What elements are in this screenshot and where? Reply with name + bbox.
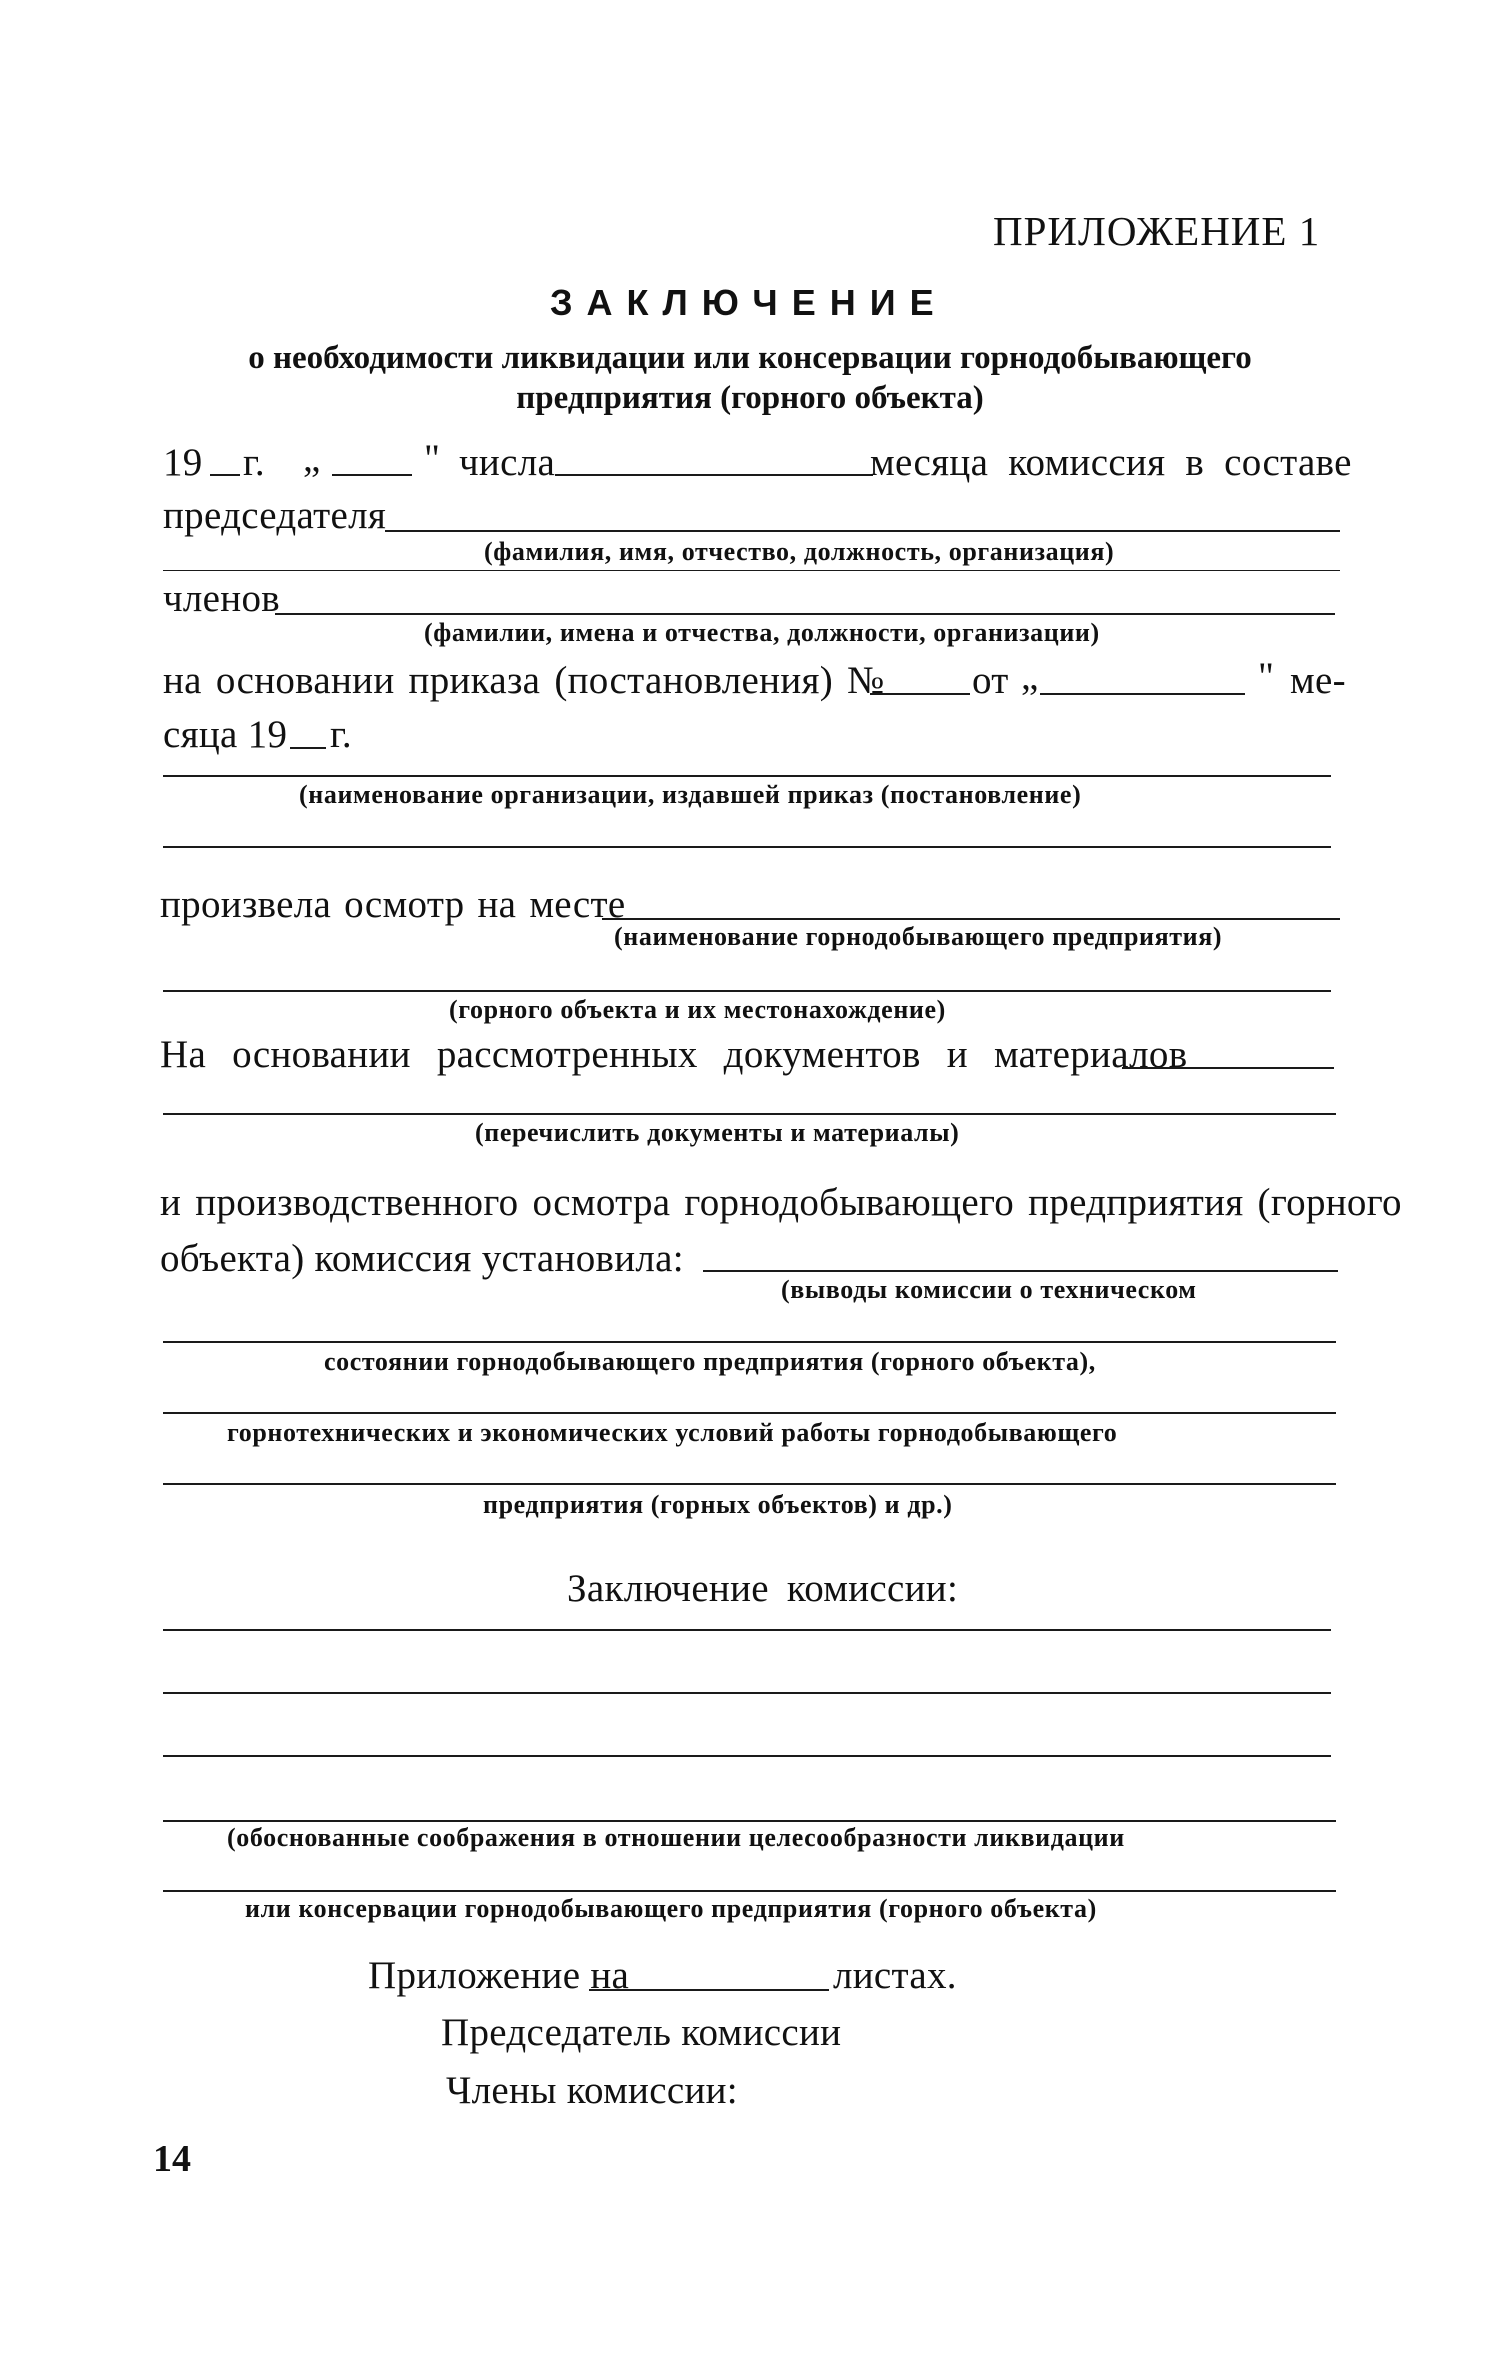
sheets-label: листах. xyxy=(833,1954,957,1997)
attachment-sheets-field[interactable] xyxy=(589,1989,829,1991)
conclusions-hint-3: горнотехнических и экономических условий работы горнодобывающего xyxy=(227,1418,1118,1447)
order-quote-close: " xyxy=(1258,655,1275,698)
conclusions-field-1[interactable] xyxy=(703,1270,1338,1272)
order-month-hyphen: ме- xyxy=(1290,659,1346,702)
conclusions-field-2[interactable] xyxy=(163,1341,1336,1343)
year-blank[interactable] xyxy=(210,474,240,476)
conclusions-field-3[interactable] xyxy=(163,1412,1336,1414)
enterprise-field[interactable] xyxy=(602,918,1340,920)
order-basis-label: на основании приказа (постановления) № xyxy=(163,659,885,702)
year-suffix-g: г. xyxy=(243,441,265,484)
conclusions-hint-1: (выводы комиссии о техническом xyxy=(781,1275,1197,1304)
members-label: членов xyxy=(163,577,280,620)
members-hint: (фамилии, имена и отчества, должности, организации) xyxy=(424,618,1100,647)
reasoning-hint-1: (обоснованные соображения в отношении целесообразности ликвидации xyxy=(227,1823,1125,1852)
page-number: 14 xyxy=(153,2138,191,2180)
object-location-hint: (горного объекта и их местонахождение) xyxy=(449,995,946,1024)
members-field[interactable] xyxy=(275,613,1335,615)
documents-field[interactable] xyxy=(1122,1067,1334,1069)
documents-hint: (перечислить документы и материалы) xyxy=(475,1118,960,1147)
order-date-field[interactable] xyxy=(1040,693,1245,695)
document-title: ЗАКЛЮЧЕНИЕ xyxy=(550,282,948,323)
conclusion-line-2[interactable] xyxy=(163,1692,1331,1694)
date-blank[interactable] xyxy=(555,474,873,476)
conclusions-hint-2: состоянии горнодобывающего предприятия (горного объекта), xyxy=(324,1347,1096,1376)
month-commission-label: месяца комиссия в составе xyxy=(870,441,1352,484)
production-inspection-text: и производственного осмотра горнодобывающего предприятия (горного xyxy=(160,1181,1402,1224)
year-prefix: 19 xyxy=(163,441,203,484)
issuing-org-hint: (наименование организации, издавшей приказ (постановление) xyxy=(299,780,1082,809)
issuing-org-field-2[interactable] xyxy=(163,846,1331,848)
conclusion-line-3[interactable] xyxy=(163,1755,1331,1757)
enterprise-hint: (наименование горнодобывающего предприятия) xyxy=(614,922,1223,951)
documents-basis-label: На основании рассмотренных документов и материалов xyxy=(160,1033,1188,1076)
order-year-field[interactable] xyxy=(290,747,326,749)
quote-open: „ xyxy=(303,437,321,480)
object-location-field[interactable] xyxy=(163,990,1331,992)
chairman-label: председателя xyxy=(163,494,387,537)
appendix-label: ПРИЛОЖЕНИЕ 1 xyxy=(993,208,1321,254)
subtitle-line-1: о необходимости ликвидации или консервации горнодобывающего xyxy=(248,340,1252,376)
reasoning-hint-2: или консервации горнодобывающего предприятия (горного объекта) xyxy=(245,1894,1097,1923)
commission-established-label: объекта) комиссия установила: xyxy=(160,1237,684,1280)
conclusion-line-5[interactable] xyxy=(163,1890,1336,1892)
attachment-label: Приложение на xyxy=(368,1954,630,1997)
day-blank[interactable] xyxy=(332,474,412,476)
conclusions-field-4[interactable] xyxy=(163,1483,1336,1485)
members-signature-label: Члены комиссии: xyxy=(446,2069,738,2112)
chairman-hint: (фамилия, имя, отчество, должность, организация) xyxy=(484,537,1115,566)
order-year-g: г. xyxy=(330,713,352,756)
order-quote-open: „ xyxy=(1021,655,1039,698)
subtitle-line-2: предприятия (горного объекта) xyxy=(516,380,984,416)
quote-close: " xyxy=(424,437,441,480)
conclusions-hint-4: предприятия (горных объектов) и др.) xyxy=(483,1490,953,1519)
issuing-org-field[interactable] xyxy=(163,775,1331,777)
chairman-field-ext[interactable] xyxy=(163,570,1340,571)
chairman-signature-label: Председатель комиссии xyxy=(441,2011,842,2054)
conclusion-line-4[interactable] xyxy=(163,1820,1336,1822)
document-subtitle xyxy=(150,338,1350,418)
commission-conclusion-heading: Заключение комиссии: xyxy=(567,1567,959,1610)
order-number-field[interactable] xyxy=(870,693,970,695)
inspection-label: произвела осмотр на месте xyxy=(160,883,626,926)
conclusion-line-1[interactable] xyxy=(163,1629,1331,1631)
order-from-label: от xyxy=(972,659,1009,702)
chairman-field[interactable] xyxy=(385,530,1340,532)
documents-field-2[interactable] xyxy=(163,1113,1336,1115)
order-month-year-label: сяца 19 xyxy=(163,713,288,756)
chisla-label: числа xyxy=(459,441,556,484)
